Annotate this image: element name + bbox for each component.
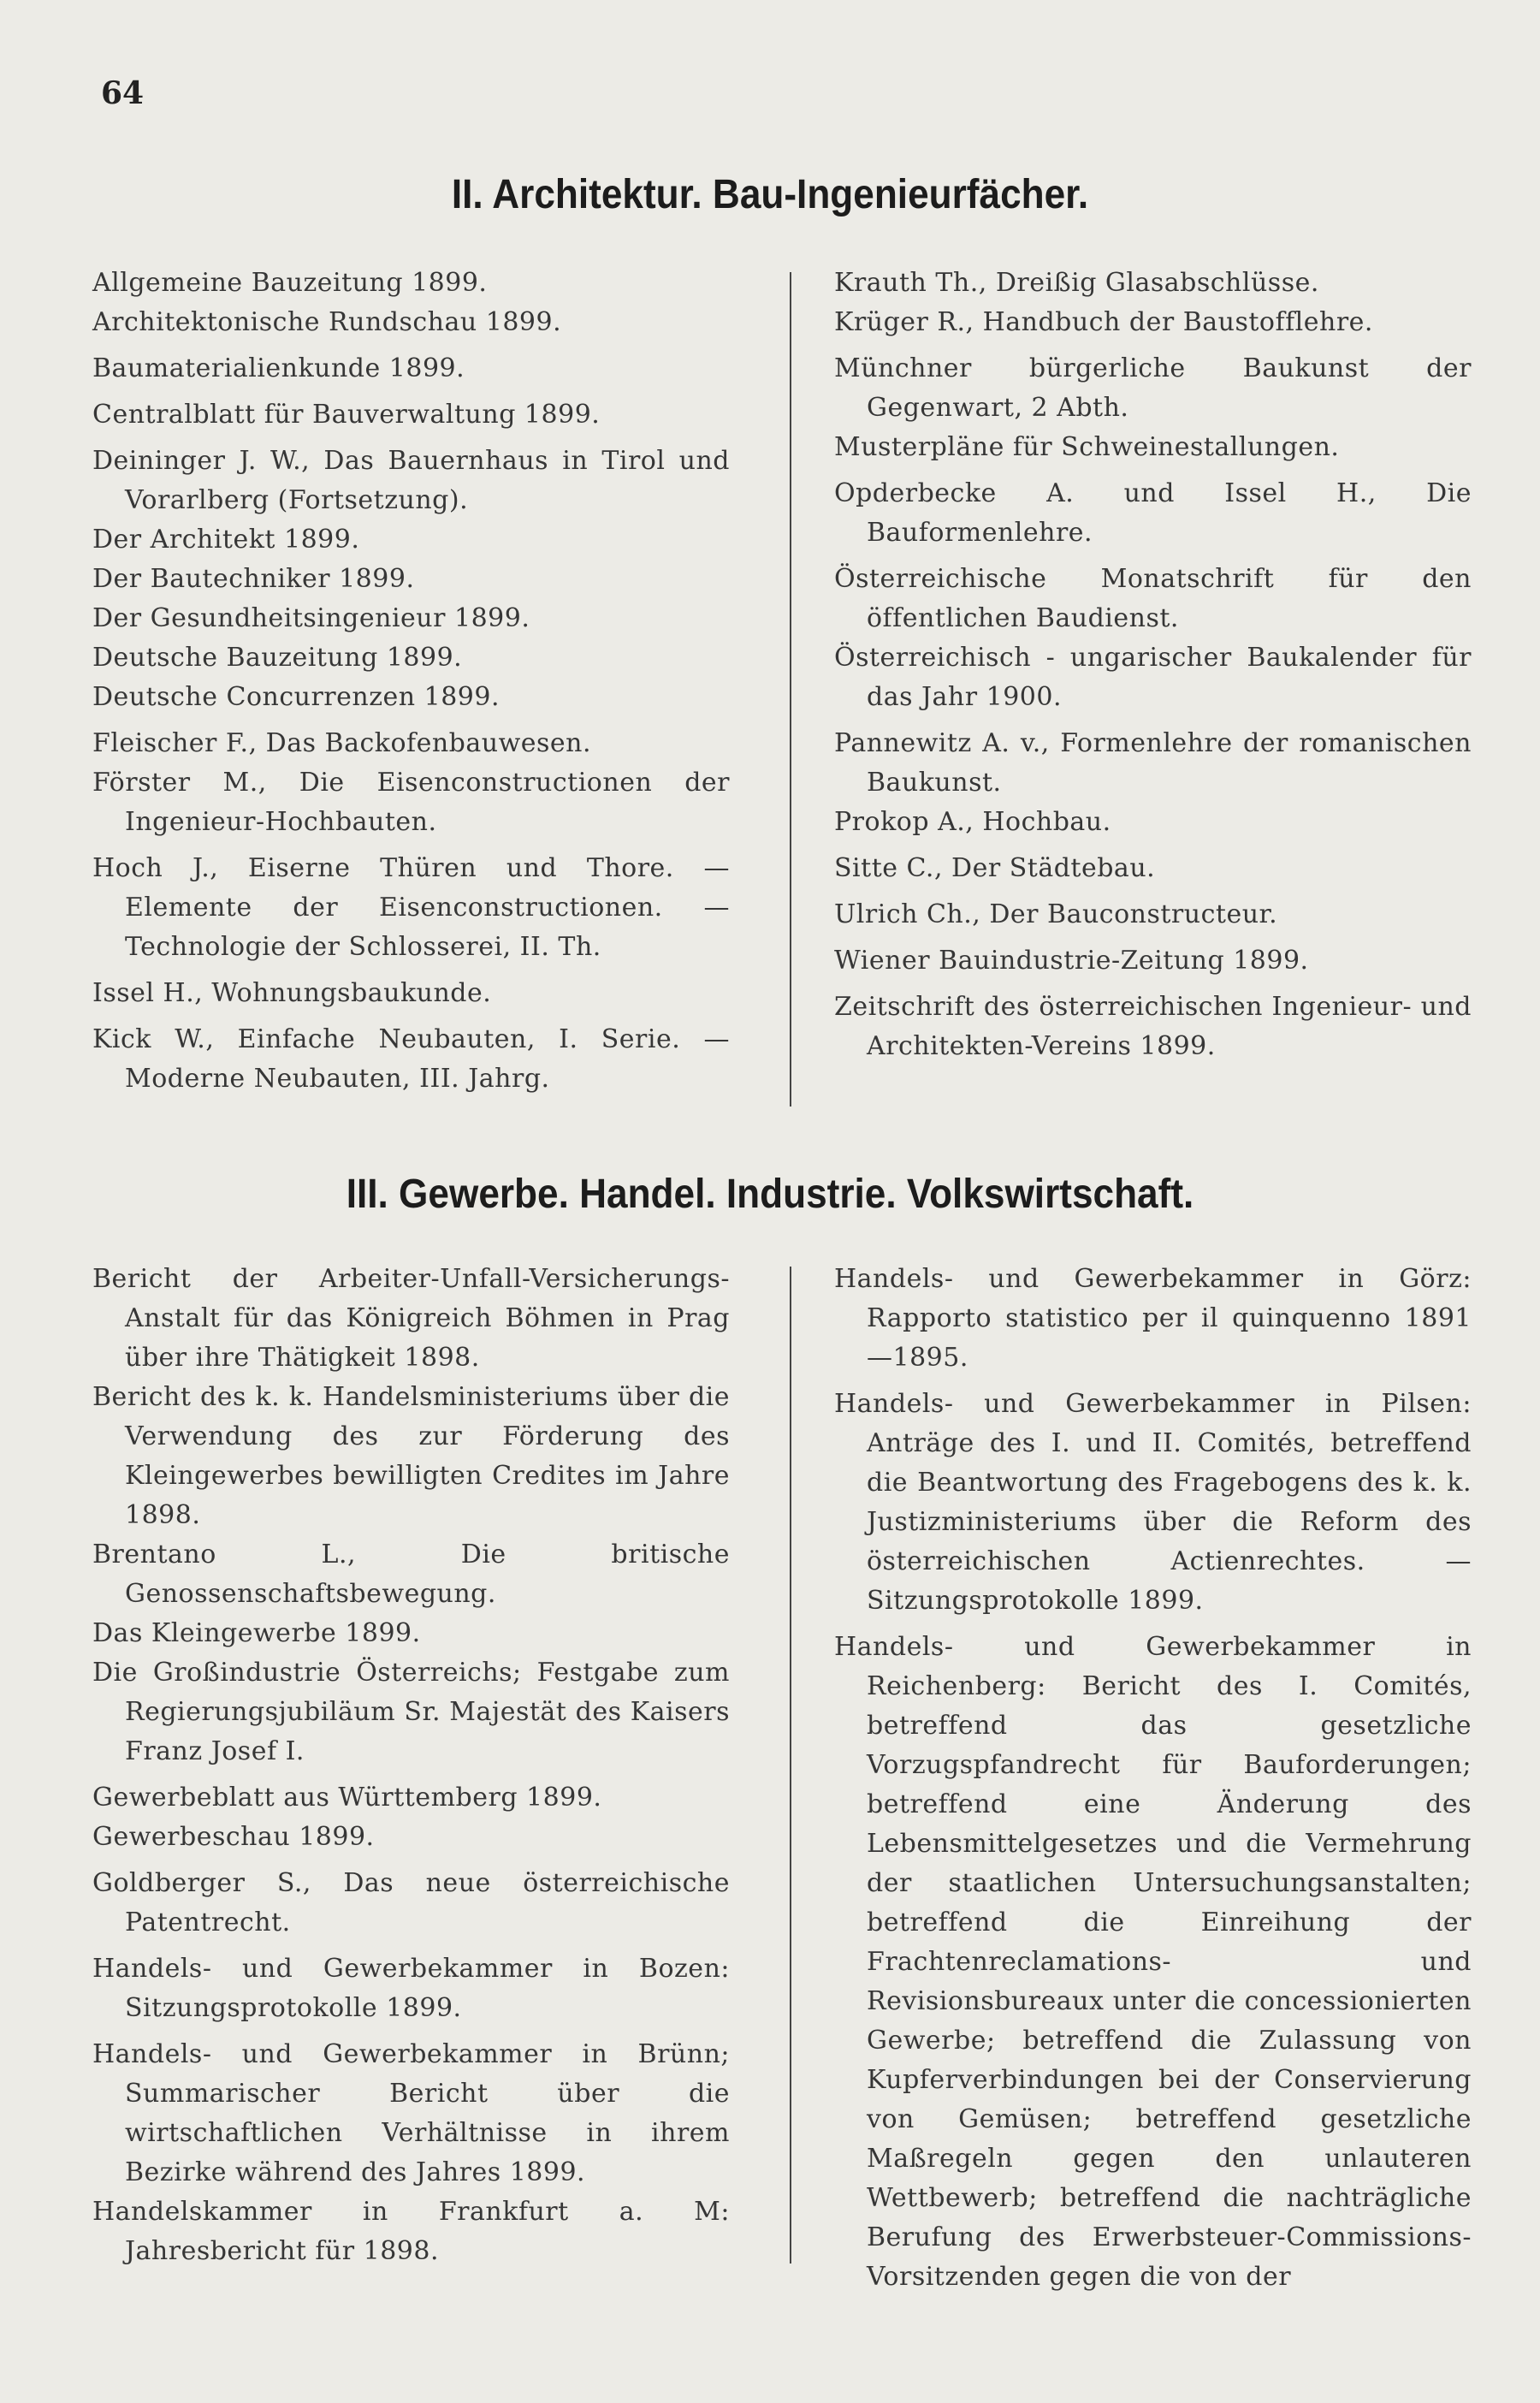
- list-item: Hoch J., Eiserne Thüren und Thore. — Elemente der Eisenconstructionen. — Technologie der Schlosserei, II. Th.: [92, 853, 730, 962]
- list-item: Wiener Bauindustrie-Zeitung 1899.: [834, 946, 1309, 976]
- list-item: Kick W., Einfache Neubauten, I. Serie. — Moderne Neubauten, III. Jahrg.: [92, 1024, 730, 1094]
- list-item: Opderbecke A. und Issel H., Die Bauformenlehre.: [834, 478, 1472, 548]
- list-item: Handels- und Gewerbekammer in Brünn; Summarischer Bericht über die wirtschaftlichen Verhältnisse in ihrem Bezirke während des Jahres 1899.: [92, 2039, 730, 2187]
- column-divider: [790, 272, 791, 1107]
- list-item: Centralblatt für Bauverwaltung 1899.: [92, 400, 601, 430]
- list-item: Handels- und Gewerbekammer in Pilsen: Anträge des I. und II. Comités, betreffend die Beantwortung des Fragebogens des k. k. Justizministeriums über die Reform des österreichischen Actienrechtes. — Sitzungsprotokolle 1899.: [834, 1389, 1472, 1616]
- list-item: Goldberger S., Das neue österreichische Patentrecht.: [92, 1868, 730, 1937]
- list-item: Der Architekt 1899.: [92, 525, 360, 555]
- list-item: Gewerbeschau 1899.: [92, 1822, 375, 1852]
- list-item: Handels- und Gewerbekammer in Bozen: Sitzungsprotokolle 1899.: [92, 1954, 730, 2023]
- list-item: Fleischer F., Das Backofenbauwesen.: [92, 728, 592, 758]
- list-item: Die Großindustrie Österreichs; Festgabe zum Regierungsjubiläum Sr. Majestät des Kaisers Franz Josef I.: [92, 1658, 730, 1766]
- list-item: Krauth Th., Dreißig Glasabschlüsse.: [834, 268, 1319, 298]
- list-item: Handelskammer in Frankfurt a. M: Jahresbericht für 1898.: [92, 2197, 730, 2266]
- page-number: 64: [101, 75, 145, 111]
- section-2-left-column: [92, 264, 730, 1099]
- list-item: Münchner bürgerliche Baukunst der Gegenwart, 2 Abth.: [834, 353, 1472, 423]
- list-item: Das Kleingewerbe 1899.: [92, 1618, 421, 1648]
- list-item: Deutsche Concurrenzen 1899.: [92, 682, 500, 712]
- list-item: Krüger R., Handbuch der Baustofflehre.: [834, 307, 1373, 337]
- section-heading-gewerbe: III. Gewerbe. Handel. Industrie. Volkswirtschaft.: [346, 1172, 1194, 1217]
- list-item: Deutsche Bauzeitung 1899.: [92, 643, 463, 673]
- list-item: Österreichische Monatschrift für den öffentlichen Baudienst.: [834, 564, 1472, 633]
- list-item: Zeitschrift des österreichischen Ingenieur- und Architekten-Vereins 1899.: [834, 992, 1472, 1061]
- list-item: Gewerbeblatt aus Württemberg 1899.: [92, 1783, 602, 1813]
- column-divider: [790, 1267, 791, 2264]
- list-item: Bericht der Arbeiter-Unfall-Versicherungs-Anstalt für das Königreich Böhmen in Prag über ihre Thätigkeit 1898.: [92, 1264, 730, 1373]
- list-item: Prokop A., Hochbau.: [834, 807, 1111, 837]
- list-item: Handels- und Gewerbekammer in Reichenberg: Bericht des I. Comités, betreffend das gesetzliche Vorzugspfandrecht für Bauforderungen; betreffend eine Änderung des Lebensmittelgesetzes und die Vermehrung der staatlichen Untersuchungsanstalten; betreffend die Einreihung der Frachtenreclamations- und Revisionsbureaux unter die concessionierten Gewerbe; betreffend die Zulassung von Kupferverbindungen bei der Conservierung von Gemüsen; betreffend gesetzliche Maßregeln gegen den unlauteren Wettbewerb; betreffend die nachträgliche Berufung des Erwerbsteuer-Commissions-Vorsitzenden gegen die von der: [834, 1632, 1472, 2292]
- section-2-right-column: [834, 264, 1472, 1066]
- list-item: Förster M., Die Eisenconstructionen der Ingenieur-Hochbauten.: [92, 768, 730, 837]
- list-item: Pannewitz A. v., Formenlehre der romanischen Baukunst.: [834, 728, 1472, 798]
- list-item: Issel H., Wohnungsbaukunde.: [92, 978, 492, 1008]
- list-item: Handels- und Gewerbekammer in Görz: Rapporto statistico per il quinquenno 1891—1895.: [834, 1264, 1472, 1373]
- list-item: Der Gesundheitsingenieur 1899.: [92, 603, 530, 633]
- list-item: Allgemeine Bauzeitung 1899.: [92, 268, 488, 298]
- list-item: Der Bautechniker 1899.: [92, 564, 415, 594]
- list-item: Musterpläne für Schweinestallungen.: [834, 432, 1340, 462]
- list-item: Österreichisch - ungarischer Baukalender für das Jahr 1900.: [834, 643, 1472, 712]
- section-3-right-column: [834, 1260, 1472, 2297]
- section-heading-architektur: II. Architektur. Bau-Ingenieurfächer.: [451, 172, 1089, 217]
- list-item: Ulrich Ch., Der Bauconstructeur.: [834, 899, 1278, 929]
- list-item: Architektonische Rundschau 1899.: [92, 307, 562, 337]
- section-3-left-column: [92, 1260, 730, 2271]
- list-item: Brentano L., Die britische Genossenschaftsbewegung.: [92, 1540, 730, 1609]
- list-item: Bericht des k. k. Handelsministeriums über die Verwendung des zur Förderung des Kleingewerbes bewilligten Credites im Jahre 1898.: [92, 1382, 730, 1530]
- list-item: Deininger J. W., Das Bauernhaus in Tirol und Vorarlberg (Fortsetzung).: [92, 446, 730, 515]
- list-item: Sitte C., Der Städtebau.: [834, 853, 1156, 883]
- list-item: Baumaterialienkunde 1899.: [92, 353, 465, 383]
